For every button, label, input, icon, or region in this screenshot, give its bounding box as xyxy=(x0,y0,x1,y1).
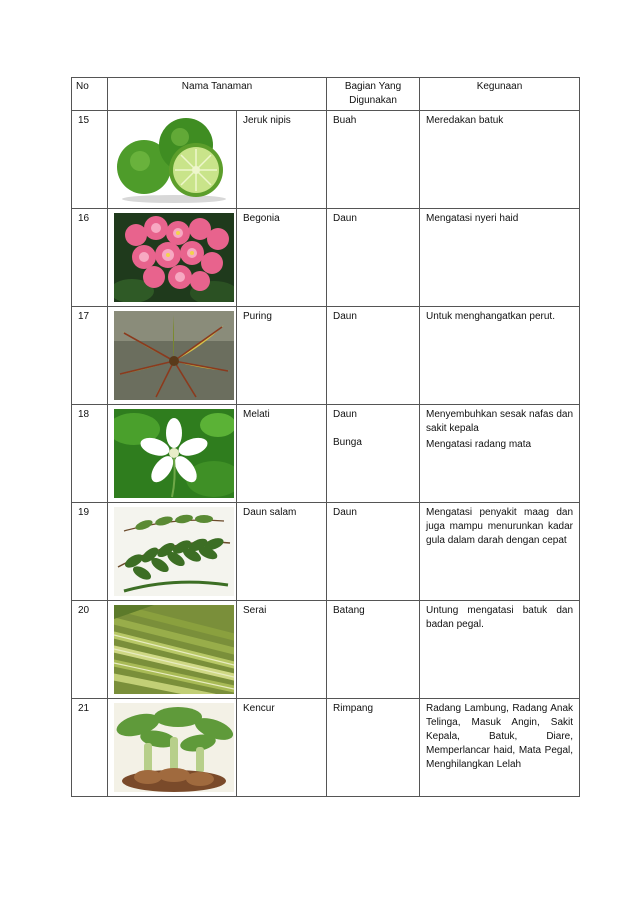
header-row xyxy=(72,78,580,111)
row-image-cell xyxy=(108,405,237,503)
row-part: Daun xyxy=(327,503,420,601)
row-use-line1: Menyembuhkan sesak nafas dan sakit kepala xyxy=(426,409,574,434)
row-image-cell xyxy=(108,209,237,307)
row-part: Daun xyxy=(327,209,420,307)
row-part: Buah xyxy=(327,111,420,209)
row-use xyxy=(420,405,580,503)
row-name: Begonia xyxy=(237,209,327,307)
row-use: Untung mengatasi batuk dan badan pegal. xyxy=(420,601,580,699)
row-use: Untuk menghangatkan perut. xyxy=(420,307,580,405)
bay-leaf-photo xyxy=(114,507,234,596)
row-name: Jeruk nipis xyxy=(237,111,327,209)
row-part xyxy=(327,405,420,503)
table-row xyxy=(72,405,580,503)
row-part: Daun xyxy=(327,307,420,405)
row-name: Melati xyxy=(237,405,327,503)
row-image-cell xyxy=(108,601,237,699)
row-no: 21 xyxy=(72,699,108,797)
row-name: Puring xyxy=(237,307,327,405)
lime-photo xyxy=(114,115,234,204)
row-name: Serai xyxy=(237,601,327,699)
row-image-cell xyxy=(108,307,237,405)
row-image-cell xyxy=(108,503,237,601)
row-part-line2: Bunga xyxy=(333,437,362,448)
header-part xyxy=(327,78,420,111)
row-no: 15 xyxy=(72,111,108,209)
lemongrass-photo xyxy=(114,605,234,694)
jasmine-photo xyxy=(114,409,234,498)
row-image-cell xyxy=(108,699,237,797)
row-no: 18 xyxy=(72,405,108,503)
table-row xyxy=(72,209,580,307)
row-part: Rimpang xyxy=(327,699,420,797)
row-no: 19 xyxy=(72,503,108,601)
row-part-line1: Daun xyxy=(333,409,357,420)
kencur-photo xyxy=(114,703,234,792)
begonia-photo xyxy=(114,213,234,302)
header-part-line1: Bagian Yang xyxy=(344,81,402,92)
row-name: Kencur xyxy=(237,699,327,797)
row-name: Daun salam xyxy=(237,503,327,601)
table-row xyxy=(72,699,580,797)
header-name: Nama Tanaman xyxy=(108,78,327,111)
header-use: Kegunaan xyxy=(420,78,580,111)
plants-table xyxy=(71,77,580,797)
row-part: Batang xyxy=(327,601,420,699)
row-use: Meredakan batuk xyxy=(420,111,580,209)
row-no: 20 xyxy=(72,601,108,699)
row-no: 17 xyxy=(72,307,108,405)
table-row xyxy=(72,111,580,209)
row-use: Mengatasi nyeri haid xyxy=(420,209,580,307)
croton-photo xyxy=(114,311,234,400)
row-use: Radang Lambung, Radang Anak Telinga, Masuk Angin, Sakit Kepala, Batuk, Diare, Memperlancar haid, Mata Pegal, Menghilangkan Lelah xyxy=(420,699,580,797)
table-row xyxy=(72,307,580,405)
row-no: 16 xyxy=(72,209,108,307)
row-image-cell xyxy=(108,111,237,209)
row-use-line2: Mengatasi radang mata xyxy=(426,439,532,450)
table-row xyxy=(72,503,580,601)
row-use: Mengatasi penyakit maag dan juga mampu menurunkan kadar gula dalam darah dengan cepat xyxy=(420,503,580,601)
table-row xyxy=(72,601,580,699)
header-no: No xyxy=(72,78,108,111)
header-part-line2: Digunakan xyxy=(349,95,397,106)
